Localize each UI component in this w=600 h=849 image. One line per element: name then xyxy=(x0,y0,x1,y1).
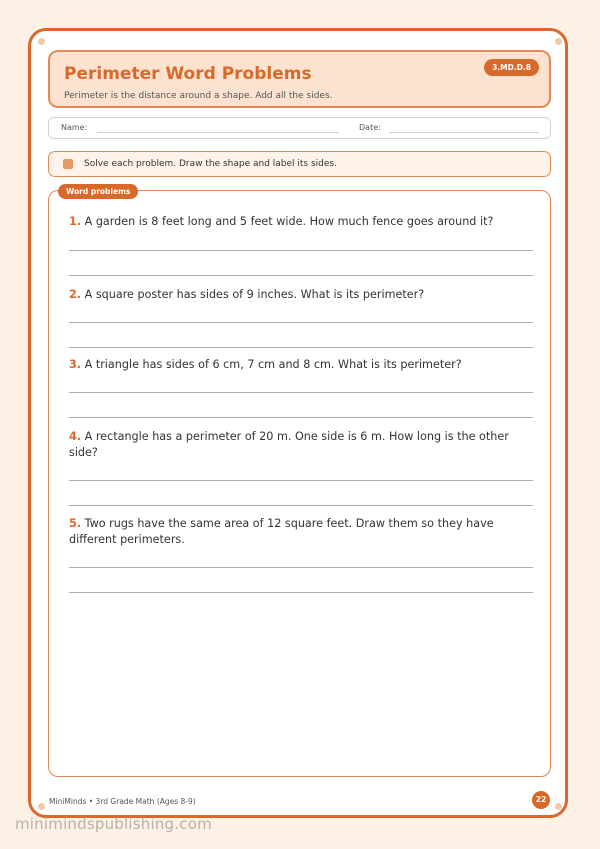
footer-text: MiniMinds • 3rd Grade Math (Ages 8-9) xyxy=(49,797,196,806)
answer-line[interactable] xyxy=(69,417,533,418)
date-line[interactable] xyxy=(389,132,539,133)
problem-number: 1. xyxy=(69,215,82,228)
student-info-bar xyxy=(48,117,551,139)
corner-dot xyxy=(555,38,562,45)
problem-5 xyxy=(69,516,539,548)
section-tag: Word problems xyxy=(58,184,138,199)
problem-3 xyxy=(69,357,539,373)
name-line[interactable] xyxy=(97,132,339,133)
corner-dot xyxy=(38,38,45,45)
problem-4 xyxy=(69,429,539,461)
name-label: Name: xyxy=(61,123,88,132)
problem-text: Two rugs have the same area of 12 square feet. Draw them so they have different perimeters. xyxy=(69,517,494,546)
answer-line[interactable] xyxy=(69,592,533,593)
problem-number: 4. xyxy=(69,430,82,443)
problem-number: 3. xyxy=(69,358,82,371)
instructions-box xyxy=(48,151,551,177)
cube-icon xyxy=(63,159,73,169)
page-number: 22 xyxy=(532,791,550,809)
standard-badge: 3.MD.D.8 xyxy=(484,59,539,76)
problem-text: A rectangle has a perimeter of 20 m. One side is 6 m. How long is the other side? xyxy=(69,430,509,459)
answer-line[interactable] xyxy=(69,480,533,481)
answer-line[interactable] xyxy=(69,275,533,276)
answer-line[interactable] xyxy=(69,347,533,348)
word-problems-panel xyxy=(48,187,551,777)
problem-number: 2. xyxy=(69,288,82,301)
corner-dot xyxy=(555,803,562,810)
date-label: Date: xyxy=(359,123,381,132)
answer-line[interactable] xyxy=(69,392,533,393)
problem-number: 5. xyxy=(69,517,82,530)
instructions-text: Solve each problem. Draw the shape and label its sides. xyxy=(84,159,337,169)
worksheet-header xyxy=(48,50,551,108)
problem-text: A triangle has sides of 6 cm, 7 cm and 8 cm. What is its perimeter? xyxy=(84,358,462,371)
problem-2 xyxy=(69,287,539,303)
watermark: minimindspublishing.com xyxy=(15,815,212,833)
corner-dot xyxy=(38,803,45,810)
page-subtitle: Perimeter is the distance around a shape. Add all the sides. xyxy=(64,91,333,101)
answer-line[interactable] xyxy=(69,322,533,323)
page-title: Perimeter Word Problems xyxy=(64,64,312,84)
problem-text: A square poster has sides of 9 inches. What is its perimeter? xyxy=(84,288,425,301)
answer-line[interactable] xyxy=(69,250,533,251)
answer-line[interactable] xyxy=(69,567,533,568)
problem-1 xyxy=(69,214,539,230)
problem-text: A garden is 8 feet long and 5 feet wide. How much fence goes around it? xyxy=(84,215,494,228)
answer-line[interactable] xyxy=(69,505,533,506)
